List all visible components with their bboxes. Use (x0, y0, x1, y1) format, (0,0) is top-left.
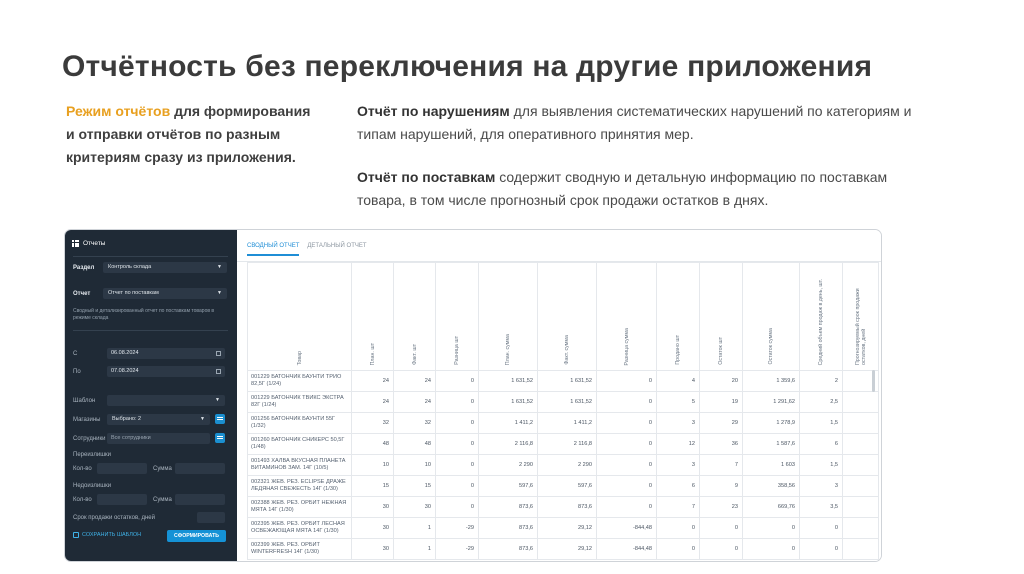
value-cell: -844,48 (597, 539, 657, 560)
column-header[interactable] (538, 263, 597, 371)
value-cell: 0 (657, 539, 700, 560)
value-cell: 0 (436, 371, 479, 392)
value-cell: 15 (394, 476, 436, 497)
value-cell: 597,6 (538, 476, 597, 497)
column-header-label: Факт. шт (411, 344, 418, 365)
table-row[interactable] (248, 371, 879, 392)
value-cell: 0 (743, 518, 800, 539)
generate-report-button[interactable]: СФОРМИРОВАТЬ (167, 530, 226, 542)
value-cell: 30 (352, 539, 394, 560)
shortage-sum-label: Сумма (153, 497, 172, 503)
value-cell: 873,6 (538, 497, 597, 518)
column-header[interactable] (597, 263, 657, 371)
value-cell: 0 (597, 434, 657, 455)
value-cell: 23 (700, 497, 743, 518)
shortage-qty-input[interactable] (97, 494, 147, 505)
supplies-description (357, 166, 917, 212)
column-header[interactable] (700, 263, 743, 371)
template-select[interactable] (107, 395, 225, 406)
shops-label: Магазины (73, 417, 101, 423)
column-header[interactable] (657, 263, 700, 371)
value-cell: 0 (597, 497, 657, 518)
value-cell: 1 631,52 (479, 392, 538, 413)
supplies-body: содержит сводную и детальную информацию по поставкам товара, в том числе прогнозный срок продажи остатков в днях. (357, 169, 888, 208)
value-cell: 1 278,9 (743, 413, 800, 434)
caret-down-icon: ▼ (215, 397, 220, 403)
table-body (248, 371, 879, 560)
value-cell: 0 (436, 497, 479, 518)
value-cell: 19 (700, 392, 743, 413)
staff-field-value: Все сотрудники (111, 435, 151, 441)
value-cell: 29,12 (538, 518, 597, 539)
to-date-field[interactable] (107, 366, 225, 377)
table-row[interactable] (248, 518, 879, 539)
value-cell: 29,12 (538, 539, 597, 560)
column-header[interactable] (479, 263, 538, 371)
column-header[interactable] (248, 263, 352, 371)
value-cell: 3 (657, 455, 700, 476)
column-header-label: План. сумма (505, 333, 511, 365)
shops-select-value: Выбрано: 2 (112, 416, 142, 422)
value-cell: 2 290 (479, 455, 538, 476)
value-cell (843, 434, 879, 455)
save-template-button[interactable] (73, 532, 141, 538)
value-cell: 1 631,52 (538, 392, 597, 413)
value-cell: 0 (436, 455, 479, 476)
report-label: Отчет (73, 291, 91, 297)
value-cell: 0 (597, 476, 657, 497)
product-cell: 001493 ХАЛВА ВКУСНАЯ ПЛАНЕТА ВИТАМИНОВ ЗАМ. 14Г (10/5) (248, 455, 352, 476)
intro-body: для формирования и отправки отчётов по разным критериям сразу из приложения. (66, 103, 311, 165)
value-cell (843, 539, 879, 560)
violations-title: Отчёт по нарушениям (357, 103, 510, 119)
value-cell: 669,76 (743, 497, 800, 518)
table-row[interactable] (248, 392, 879, 413)
value-cell: 2 116,8 (479, 434, 538, 455)
divider (73, 330, 228, 331)
days-stepper[interactable] (197, 512, 225, 523)
value-cell: 873,6 (479, 518, 538, 539)
value-cell: 24 (394, 392, 436, 413)
value-cell: 1,5 (800, 413, 843, 434)
column-header-label: Прогнозируемый срок продажи остатков, дней (854, 288, 867, 365)
table-row[interactable] (248, 497, 879, 518)
column-header-label: Разница шт (454, 336, 460, 365)
value-cell (843, 497, 879, 518)
section-select-value: Контроль склада (108, 264, 152, 270)
value-cell: 873,6 (479, 539, 538, 560)
value-cell: 0 (657, 518, 700, 539)
value-cell: 9 (700, 476, 743, 497)
value-cell (843, 476, 879, 497)
caret-down-icon: ▼ (217, 290, 222, 296)
grid-icon (72, 240, 79, 247)
value-cell: 24 (394, 371, 436, 392)
caret-down-icon: ▼ (200, 416, 205, 422)
value-cell: 597,6 (479, 476, 538, 497)
section-select[interactable] (103, 262, 227, 273)
column-header-label: Продано шт (675, 335, 681, 365)
value-cell: 30 (352, 497, 394, 518)
value-cell: 358,56 (743, 476, 800, 497)
days-label: Срок продажи остатков, дней (73, 515, 155, 521)
value-cell: 2,5 (800, 392, 843, 413)
staff-list-button[interactable] (215, 433, 225, 443)
tab-detailed[interactable]: ДЕТАЛЬНЫЙ ОТЧЕТ (307, 243, 367, 249)
value-cell: 24 (352, 392, 394, 413)
supplies-title: Отчёт по поставкам (357, 169, 496, 185)
value-cell: 0 (597, 413, 657, 434)
sidebar-title: Отчеты (83, 240, 106, 247)
value-cell: 0 (743, 539, 800, 560)
value-cell: 0 (700, 539, 743, 560)
value-cell: 32 (394, 413, 436, 434)
save-template-label: СОХРАНИТЬ ШАБЛОН (82, 532, 142, 538)
value-cell: 0 (436, 392, 479, 413)
intro-accent: Режим отчётов (66, 103, 171, 119)
column-header-label: Разница сумма (623, 327, 630, 365)
surplus-qty-input[interactable] (97, 463, 147, 474)
table-row[interactable] (248, 476, 879, 497)
report-sidebar (65, 230, 237, 561)
value-cell: 30 (352, 518, 394, 539)
value-cell: 1 587,6 (743, 434, 800, 455)
value-cell: 29 (700, 413, 743, 434)
staff-field[interactable] (107, 433, 210, 444)
value-cell: 3 (800, 476, 843, 497)
from-date-value: 06.08.2024 (111, 350, 139, 356)
value-cell: 0 (436, 413, 479, 434)
value-cell: 48 (394, 434, 436, 455)
product-cell: 001260 БАТОНЧИК СНИКЕРС 50,5Г (1/48) (248, 434, 352, 455)
table-row[interactable] (248, 455, 879, 476)
value-cell: 1 603 (743, 455, 800, 476)
table-header-row (248, 263, 879, 371)
report-main (237, 230, 881, 561)
shops-list-button[interactable] (215, 414, 225, 424)
value-cell: -844,48 (597, 518, 657, 539)
report-select-value: Отчет по поставкам (108, 290, 159, 296)
value-cell: 15 (352, 476, 394, 497)
shortage-sum-input[interactable] (175, 494, 225, 505)
value-cell: 1 (394, 518, 436, 539)
report-select[interactable] (103, 288, 227, 299)
staff-label: Сотрудники (73, 436, 106, 442)
value-cell: 24 (352, 371, 394, 392)
value-cell: 7 (700, 455, 743, 476)
slide-title: Отчётность без переключения на другие приложения (62, 50, 873, 83)
calendar-icon (216, 351, 221, 356)
calendar-icon (216, 369, 221, 374)
save-icon (73, 532, 79, 538)
value-cell: 1 411,2 (479, 413, 538, 434)
surplus-sum-label: Сумма (153, 466, 172, 472)
value-cell: 0 (436, 476, 479, 497)
template-label: Шаблон (73, 398, 96, 404)
value-cell: -29 (436, 539, 479, 560)
value-cell: 0 (436, 434, 479, 455)
product-cell: 002399 ЖЕВ. РЕЗ. ОРБИТ WINTERFRESH 14Г (1/30) (248, 539, 352, 560)
value-cell: 1,5 (800, 455, 843, 476)
shortage-label: Недоизлишки (73, 483, 112, 489)
value-cell: 2 290 (538, 455, 597, 476)
value-cell: 5 (657, 392, 700, 413)
value-cell: 2 116,8 (538, 434, 597, 455)
value-cell (843, 518, 879, 539)
sidebar-header (72, 240, 105, 247)
violations-body: для выявления систематических нарушений по категориям и типам нарушений, для оперативного принятия мер. (357, 103, 912, 142)
value-cell: 1 359,6 (743, 371, 800, 392)
value-cell: 36 (700, 434, 743, 455)
value-cell: 6 (800, 434, 843, 455)
product-cell: 001256 БАТОНЧИК БАУНТИ 55Г (1/32) (248, 413, 352, 434)
to-date-value: 07.08.2024 (111, 368, 139, 374)
value-cell: 1 411,2 (538, 413, 597, 434)
column-header-label: Средний объем продаж в день, шт. (818, 278, 824, 365)
value-cell: 12 (657, 434, 700, 455)
intro-text (66, 100, 316, 169)
value-cell: 2 (800, 371, 843, 392)
from-date-field[interactable] (107, 348, 225, 359)
value-cell: 30 (394, 497, 436, 518)
value-cell (843, 413, 879, 434)
value-cell: 0 (597, 371, 657, 392)
column-header-label: Факт. сумма (564, 335, 570, 365)
value-cell: 0 (800, 539, 843, 560)
value-cell: -29 (436, 518, 479, 539)
app-screenshot (64, 229, 882, 562)
value-cell: 6 (657, 476, 700, 497)
value-cell: 20 (700, 371, 743, 392)
column-header[interactable] (743, 263, 800, 371)
value-cell: 32 (352, 413, 394, 434)
column-header[interactable] (843, 263, 879, 371)
to-label: По (73, 369, 81, 375)
value-cell: 1 631,52 (538, 371, 597, 392)
shops-select[interactable] (107, 414, 210, 425)
value-cell: 3 (657, 413, 700, 434)
surplus-label: Переизлишки (73, 452, 112, 458)
value-cell: 1 631,52 (479, 371, 538, 392)
value-cell: 3,5 (800, 497, 843, 518)
report-note: Сводный и детализированный отчет по поставкам товаров в режиме склада (73, 308, 215, 321)
column-header-label: Товар (296, 350, 303, 365)
value-cell: 0 (800, 518, 843, 539)
value-cell (843, 455, 879, 476)
value-cell: 7 (657, 497, 700, 518)
product-cell: 002321 ЖЕВ. РЕЗ. ECLIPSE ДРАЖЕ ЛЕДЯНАЯ СВЕЖЕСТЬ 14Г (1/30) (248, 476, 352, 497)
value-cell (843, 392, 879, 413)
column-header[interactable] (436, 263, 479, 371)
report-table (247, 262, 879, 560)
value-cell: 10 (394, 455, 436, 476)
column-header[interactable] (800, 263, 843, 371)
value-cell: 48 (352, 434, 394, 455)
divider (73, 256, 228, 257)
caret-down-icon: ▼ (217, 264, 222, 270)
table-scrollbar[interactable] (872, 370, 875, 392)
value-cell: 1 291,62 (743, 392, 800, 413)
value-cell: 0 (597, 455, 657, 476)
value-cell: 873,6 (479, 497, 538, 518)
value-cell: 1 (394, 539, 436, 560)
column-header[interactable] (352, 263, 394, 371)
product-cell: 002388 ЖЕВ. РЕЗ. ОРБИТ НЕЖНАЯ МЯТА 14Г (1/30) (248, 497, 352, 518)
product-cell: 002395 ЖЕВ. РЕЗ. ОРБИТ ЛЕСНАЯ ОСВЕЖАЮЩАЯ МЯТА 14Г (1/30) (248, 518, 352, 539)
tab-summary[interactable]: СВОДНЫЙ ОТЧЕТ (247, 243, 299, 256)
shortage-qty-label: Кол-во (73, 497, 92, 503)
column-header-label: План. шт (369, 342, 376, 365)
value-cell: 10 (352, 455, 394, 476)
product-cell: 001229 БАТОНЧИК ТВИКС ЭКСТРА 82Г (1/24) (248, 392, 352, 413)
column-header-label: Остаток шт (718, 337, 724, 365)
from-label: С (73, 351, 78, 357)
product-cell: 001229 БАТОНЧИК БАУНТИ ТРИО 82,5Г (1/24) (248, 371, 352, 392)
column-header-label: Остаток сумма (768, 328, 774, 365)
section-label: Раздел (73, 265, 95, 271)
value-cell: 0 (597, 392, 657, 413)
table-row[interactable] (248, 413, 879, 434)
table-row[interactable] (248, 434, 879, 455)
violations-description (357, 100, 917, 146)
table-row[interactable] (248, 539, 879, 560)
surplus-qty-label: Кол-во (73, 466, 92, 472)
report-tabs (247, 243, 367, 256)
value-cell: 4 (657, 371, 700, 392)
surplus-sum-input[interactable] (175, 463, 225, 474)
column-header[interactable] (394, 263, 436, 371)
value-cell: 0 (700, 518, 743, 539)
